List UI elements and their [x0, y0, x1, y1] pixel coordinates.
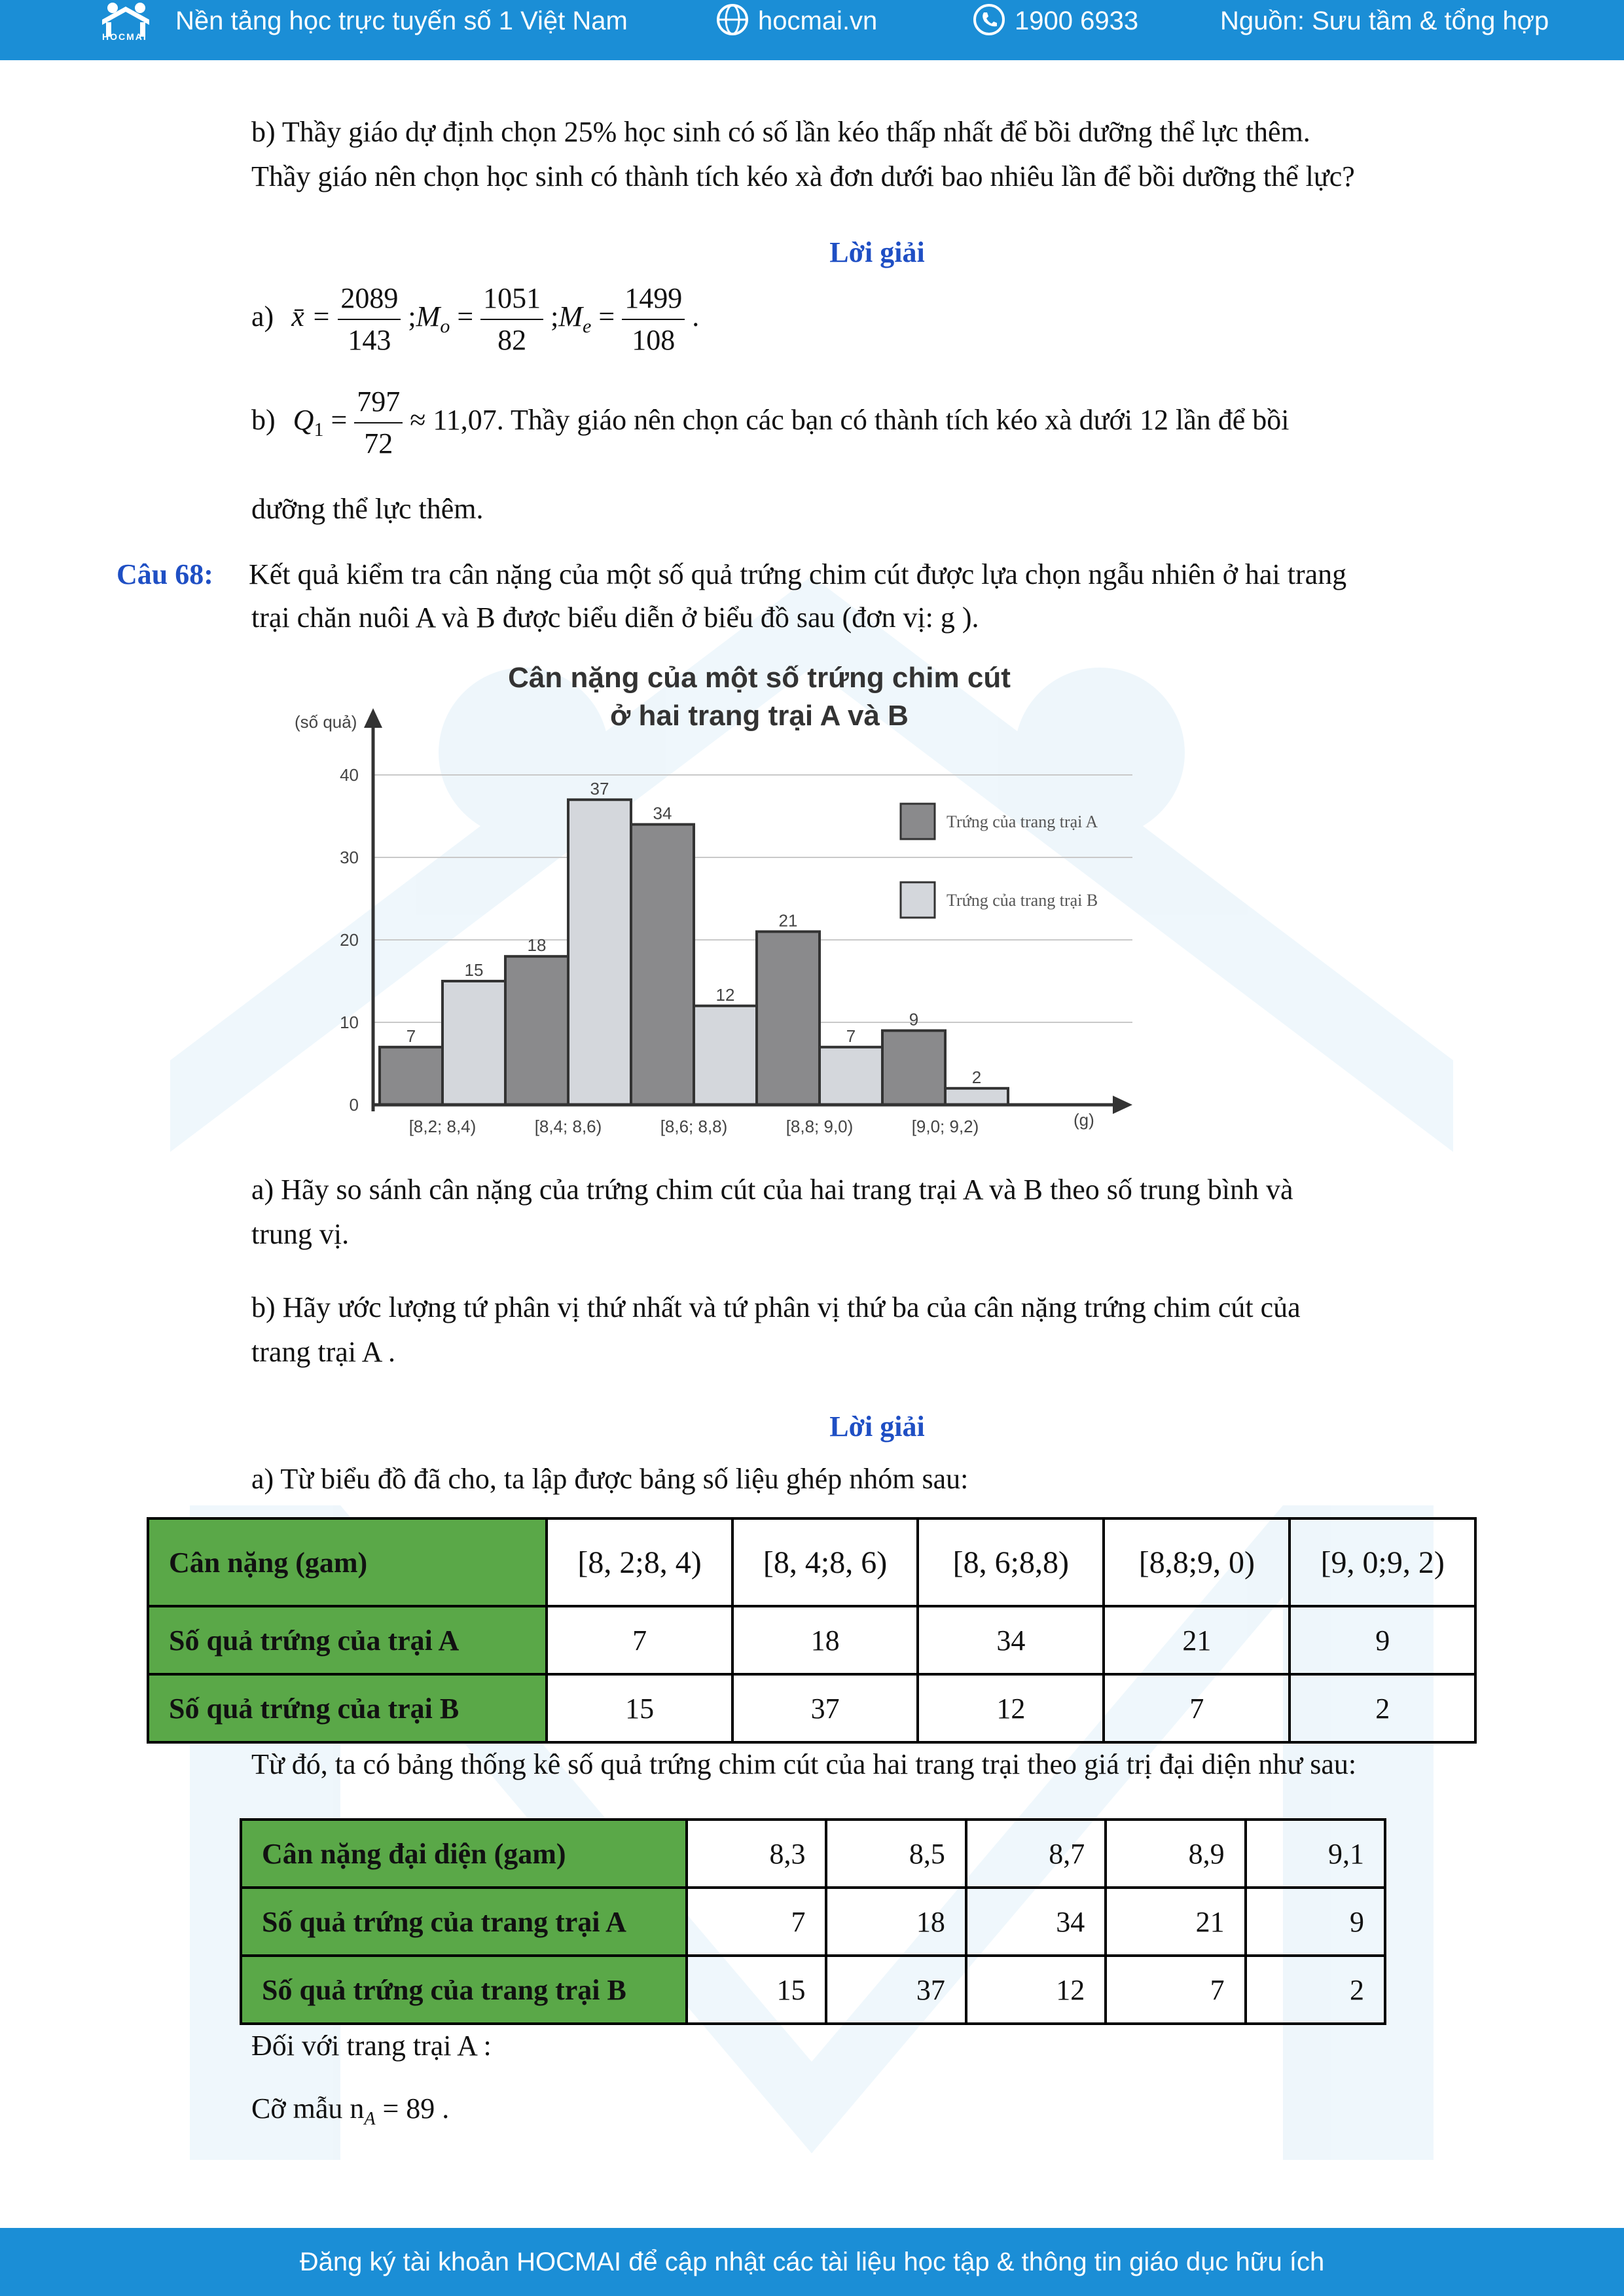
table-cell: 34 [918, 1606, 1104, 1674]
part-b-line2: trang trại A . [251, 1336, 395, 1368]
table-row [148, 1606, 1475, 1674]
part-a-line1: a) Hãy so sánh cân nặng của trứng chim cút của hai trang trại A và B theo số trung bình và [251, 1174, 1293, 1206]
bar-farm-a [631, 825, 694, 1105]
hocmai-logo[interactable] [97, 0, 169, 60]
bar-farm-a [380, 1047, 442, 1105]
question-label: Câu 68: [117, 558, 213, 590]
x-axis-arrow [1113, 1096, 1132, 1114]
bar-farm-b [442, 981, 505, 1105]
header-slogan: Nền tảng học trực tuyến số 1 Việt Nam [175, 7, 628, 35]
website-text: hocmai.vn [758, 7, 878, 35]
header-website[interactable] [716, 0, 877, 60]
bar-farm-b [694, 1006, 757, 1105]
y-tick-label: 30 [340, 848, 359, 867]
table-cell: Số quả trứng của trang trại A [241, 1888, 687, 1956]
chart-title-line1: Cân nặng của một số trứng chim cút [508, 662, 1011, 694]
table-cell: Số quả trứng của trại A [148, 1606, 547, 1674]
header-source: Nguồn: Sưu tầm & tổng hợp [1220, 7, 1549, 35]
table-cell: 21 [1106, 1888, 1245, 1956]
top-header-bar [0, 0, 1624, 60]
legend-label: Trứng của trang trại B [947, 891, 1098, 910]
table-cell: 21 [1104, 1606, 1290, 1674]
y-tick-label: 20 [340, 930, 359, 950]
chart-ylabel: (số quả) [295, 712, 357, 732]
table-cell: Số quả trứng của trang trại B [241, 1956, 687, 2024]
table-cell: 2 [1246, 1956, 1385, 2024]
bar-farm-b [568, 800, 631, 1105]
bar-data-label: 7 [406, 1026, 416, 1046]
prev-part-b-line2: Thầy giáo nên chọn học sinh có thành tích kéo xà đơn dưới bao nhiêu lần để bồi dưỡng thể lực? [251, 160, 1355, 192]
table-cell: 2 [1290, 1674, 1475, 1742]
table-cell: 18 [732, 1606, 918, 1674]
prev-part-b-line1: b) Thầy giáo dự định chọn 25% học sinh có số lần kéo thấp nhất để bồi dưỡng thể lực thêm. [251, 116, 1310, 148]
bar-data-label: 15 [464, 960, 484, 980]
table-header-cell: 8,7 [966, 1820, 1106, 1888]
table-cell: 9 [1246, 1888, 1385, 1956]
table-cell: 12 [966, 1956, 1106, 2024]
bar-data-label: 34 [653, 803, 672, 823]
table-header-cell: Cân nặng đại diện (gam) [241, 1820, 687, 1888]
mean-denominator: 143 [348, 323, 391, 356]
table-header-cell: 8,9 [1106, 1820, 1245, 1888]
table-cell: 37 [826, 1956, 965, 2024]
question-line1: Kết quả kiểm tra cân nặng của một số quả trứng chim cút được lựa chọn ngẫu nhiên ở hai trang [249, 558, 1347, 590]
legend-swatch [901, 804, 935, 839]
median-numerator: 1499 [622, 278, 685, 320]
y-axis-arrow [364, 708, 382, 728]
y-tick-label: 0 [349, 1095, 359, 1115]
question-line2: trại chăn nuôi A và B được biểu diễn ở biểu đồ sau (đơn vị: g ). [251, 601, 979, 634]
legend-swatch [901, 882, 935, 918]
header-phone[interactable] [973, 0, 1138, 60]
table-header-cell: 8,5 [826, 1820, 965, 1888]
y-tick-label: 40 [340, 765, 359, 785]
bar-farm-a [757, 931, 820, 1105]
bar-data-label: 7 [846, 1026, 856, 1046]
table-cell: 37 [732, 1674, 918, 1742]
phone-text: 1900 6933 [1015, 7, 1139, 35]
q1-approx: ≈ 11,07 [410, 404, 497, 436]
table-cell: 34 [966, 1888, 1106, 1956]
table-cell: 15 [687, 1956, 826, 2024]
prev-solution-b: b) $Q_1$ = $\frac{797}{72}$ ≈ 11,07. Thầy giáo nên chọn các bạn có thành tích kéo xà dưới 12 lần để bồi [251, 380, 1290, 471]
solution-a-intro: a) Từ biểu đồ đã cho, ta lập được bảng số liệu ghép nhóm sau: [251, 1463, 969, 1495]
table-cell: 12 [918, 1674, 1104, 1742]
part-a-line2: trung vị. [251, 1218, 350, 1250]
table-cell: 7 [547, 1606, 732, 1674]
table-cell: 9 [1290, 1606, 1475, 1674]
table-row [241, 1888, 1385, 1956]
x-tick-label: [9,0; 9,2) [911, 1117, 979, 1136]
x-tick-label: [8,6; 8,8) [660, 1117, 728, 1136]
solution-title: Lời giải [829, 1410, 925, 1443]
chart-xlabel: (g) [1074, 1110, 1094, 1130]
x-tick-label: [8,8; 9,0) [785, 1117, 854, 1136]
prev-b-text: . Thầy giáo nên chọn các bạn có thành tích kéo xà dưới 12 lần để bồi [496, 404, 1290, 436]
table-cell: 7 [1104, 1674, 1290, 1742]
table-header-cell: [8, 2;8, 4) [547, 1518, 732, 1606]
bar-farm-b [820, 1047, 882, 1105]
bar-data-label: 37 [590, 778, 609, 798]
table-row [148, 1674, 1475, 1742]
table-cell: 7 [687, 1888, 826, 1956]
sample-size-value: = 89 . [375, 2092, 450, 2125]
bar-data-label: 2 [971, 1067, 982, 1087]
prev-b-text2: dưỡng thể lực thêm. [251, 493, 484, 525]
logo-text: HOCMAI [102, 31, 147, 42]
table-header-cell: [9, 0;9, 2) [1290, 1518, 1475, 1606]
bar-data-label: 18 [527, 935, 547, 956]
table-cell: 18 [826, 1888, 965, 1956]
table-row [148, 1518, 1475, 1606]
part-b-line1: b) Hãy ước lượng tứ phân vị thứ nhất và tứ phân vị thứ ba của cân nặng trứng chim cút của [251, 1291, 1301, 1323]
table-header-cell: [8,8;9, 0) [1104, 1518, 1290, 1606]
bar-chart [288, 655, 1146, 1152]
footer-text[interactable]: Đăng ký tài khoản HOCMAI để cập nhật các tài liệu học tập & thông tin giáo dục hữu ích [299, 2248, 1325, 2276]
bar-data-label: 9 [909, 1009, 919, 1030]
bar-data-label: 21 [778, 910, 798, 931]
farm-a-label: Đối với trang trại A : [251, 2030, 492, 2062]
table-row [241, 1956, 1385, 2024]
bar-data-label: 12 [715, 984, 735, 1005]
legend-label: Trứng của trang trại A [947, 812, 1098, 831]
table-cell: Số quả trứng của trại B [148, 1674, 547, 1742]
table-cell: 15 [547, 1674, 732, 1742]
solution-a-next: Từ đó, ta có bảng thống kê số quả trứng chim cút của hai trang trại theo giá trị đại diện như sau: [251, 1748, 1357, 1780]
grouped-data-table [147, 1517, 1477, 1744]
table-header-cell: Cân nặng (gam) [148, 1518, 547, 1606]
median-denominator: 108 [632, 323, 676, 356]
y-tick-label: 10 [340, 1013, 359, 1032]
bar-farm-a [505, 956, 568, 1105]
mode-numerator: 1051 [480, 278, 543, 320]
x-tick-label: [8,4; 8,6) [534, 1117, 602, 1136]
globe-icon [716, 3, 749, 36]
prev-solution-a: a) x̄ = $\frac{2089}{143}$ $;M_o$ = $\frac{1051}{82}$ $;M_e$ = $\frac{1499}{108}$ . [251, 276, 699, 367]
q1-numerator: 797 [354, 382, 403, 423]
table-header-cell: 8,3 [687, 1820, 826, 1888]
prev-solution-title: Lời giải [829, 236, 925, 268]
sample-size [251, 2092, 449, 2130]
sample-size-label: Cỡ mẫu n [251, 2092, 365, 2125]
chart-title-line2: ở hai trang trại A và B [610, 700, 909, 732]
x-tick-label: [8,2; 8,4) [408, 1117, 477, 1136]
footer-bar [0, 2228, 1624, 2296]
table-cell: 7 [1106, 1956, 1245, 2024]
prev-a-label: a) [251, 300, 274, 332]
table-header-cell: [8, 6;8,8) [918, 1518, 1104, 1606]
table-row [241, 1820, 1385, 1888]
bar-farm-a [882, 1031, 945, 1105]
prev-b-label: b) [251, 404, 276, 436]
mode-denominator: 82 [497, 323, 527, 356]
sample-size-sub: A [364, 2108, 376, 2129]
representative-value-table [240, 1818, 1386, 2025]
table-header-cell: [8, 4;8, 6) [732, 1518, 918, 1606]
q1-denominator: 72 [364, 427, 393, 459]
table-header-cell: 9,1 [1246, 1820, 1385, 1888]
mean-numerator: 2089 [338, 278, 401, 320]
bar-farm-b [945, 1088, 1008, 1105]
phone-icon [973, 3, 1005, 36]
